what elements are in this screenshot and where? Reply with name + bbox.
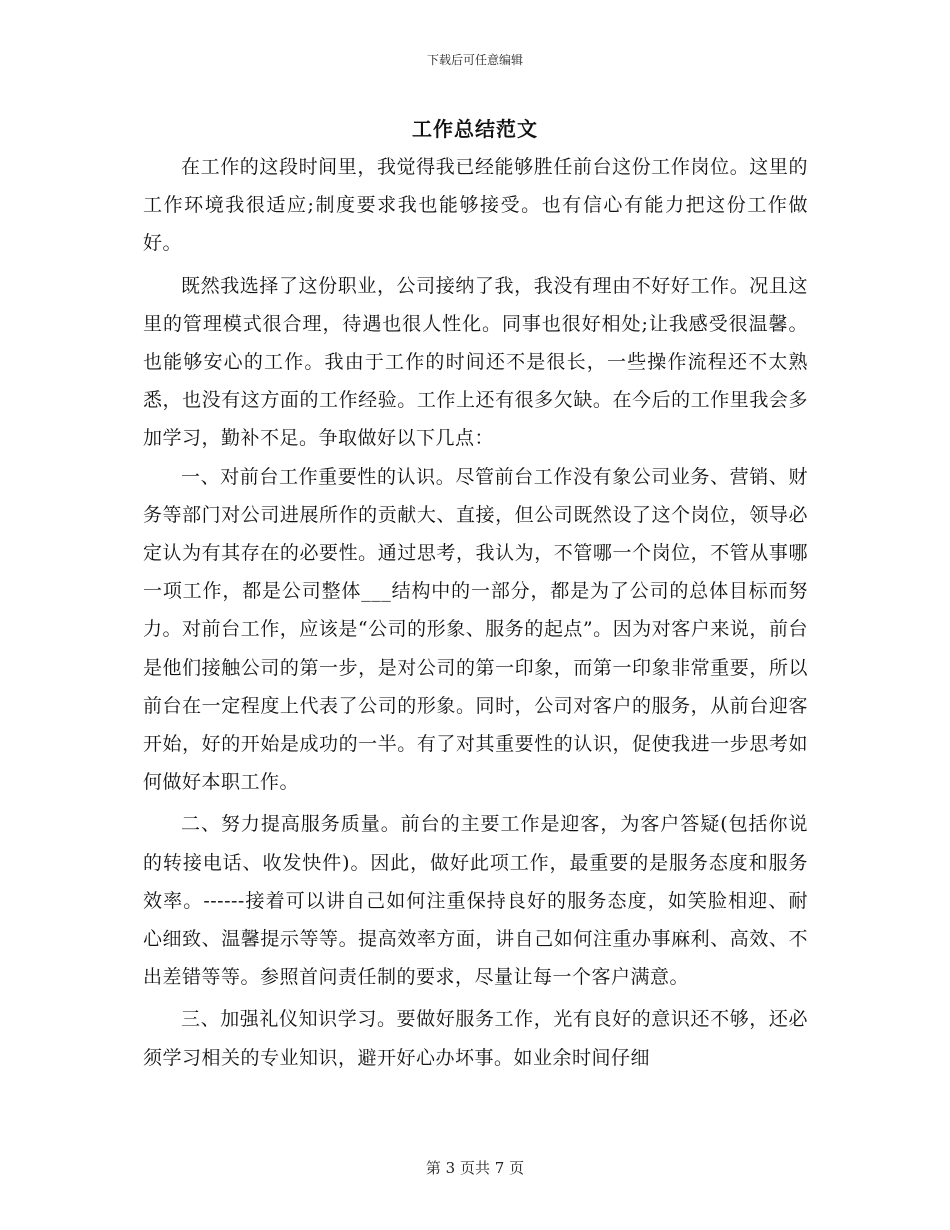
page-number: 第 3 页共 7 页	[425, 1159, 525, 1177]
document-body	[143, 148, 808, 1077]
paragraph-point-three: 三、加强礼仪知识学习。要做好服务工作，光有良好的意识还不够，还必须学习相关的专业知识，避开好心办坏事。如业余时间仔细	[143, 1008, 808, 1069]
document-title: 工作总结范文	[412, 117, 538, 141]
page-header-note: 下载后可任意编辑	[426, 53, 523, 67]
paragraph-intro: 在工作的这段时间里，我觉得我已经能够胜任前台这份工作岗位。这里的工作环境我很适应;制度要求我也能够接受。也有信心有能力把这份工作做好。	[143, 156, 808, 255]
paragraph-point-one: 一、对前台工作重要性的认识。尽管前台工作没有象公司业务、营销、财务等部门对公司进展所作的贡献大、直接，但公司既然设了这个岗位，领导必定认为有其存在的必要性。通过思考，我认为，不管哪一个岗位，不管从事哪一项工作，都是公司整体___结构中的一部分，都是为了公司的总体目标而努力。对前台工作，应该是“公司的形象、服务的起点”。因为对客户来说，前台是他们接触公司的第一步，是对公司的第一印象，而第一印象非常重要，所以前台在一定程度上代表了公司的形象。同时，公司对客户的服务，从前台迎客开始，好的开始是成功的一半。有了对其重要性的认识，促使我进一步思考如何做好本职工作。	[143, 465, 808, 794]
paragraph-commitment: 既然我选择了这份职业，公司接纳了我，我没有理由不好好工作。况且这里的管理模式很合理，待遇也很人性化。同事也很好相处;让我感受很温馨。也能够安心的工作。我由于工作的时间还不是很长，一些操作流程还不太熟悉，也没有这方面的工作经验。工作上还有很多欠缺。在今后的工作里我会多加学习，勤补不足。争取做好以下几点：	[143, 274, 808, 450]
paragraph-point-two: 二、努力提高服务质量。前台的主要工作是迎客，为客户答疑(包括你说的转接电话、收发快件)。因此，做好此项工作，最重要的是服务态度和服务效率。------接着可以讲自己如何注重保持良好的服务态度，如笑脸相迎、耐心细致、温馨提示等等。提高效率方面，讲自己如何注重办事麻利、高效、不出差错等等。参照首问责任制的要求，尽量让每一个客户满意。	[143, 813, 808, 989]
